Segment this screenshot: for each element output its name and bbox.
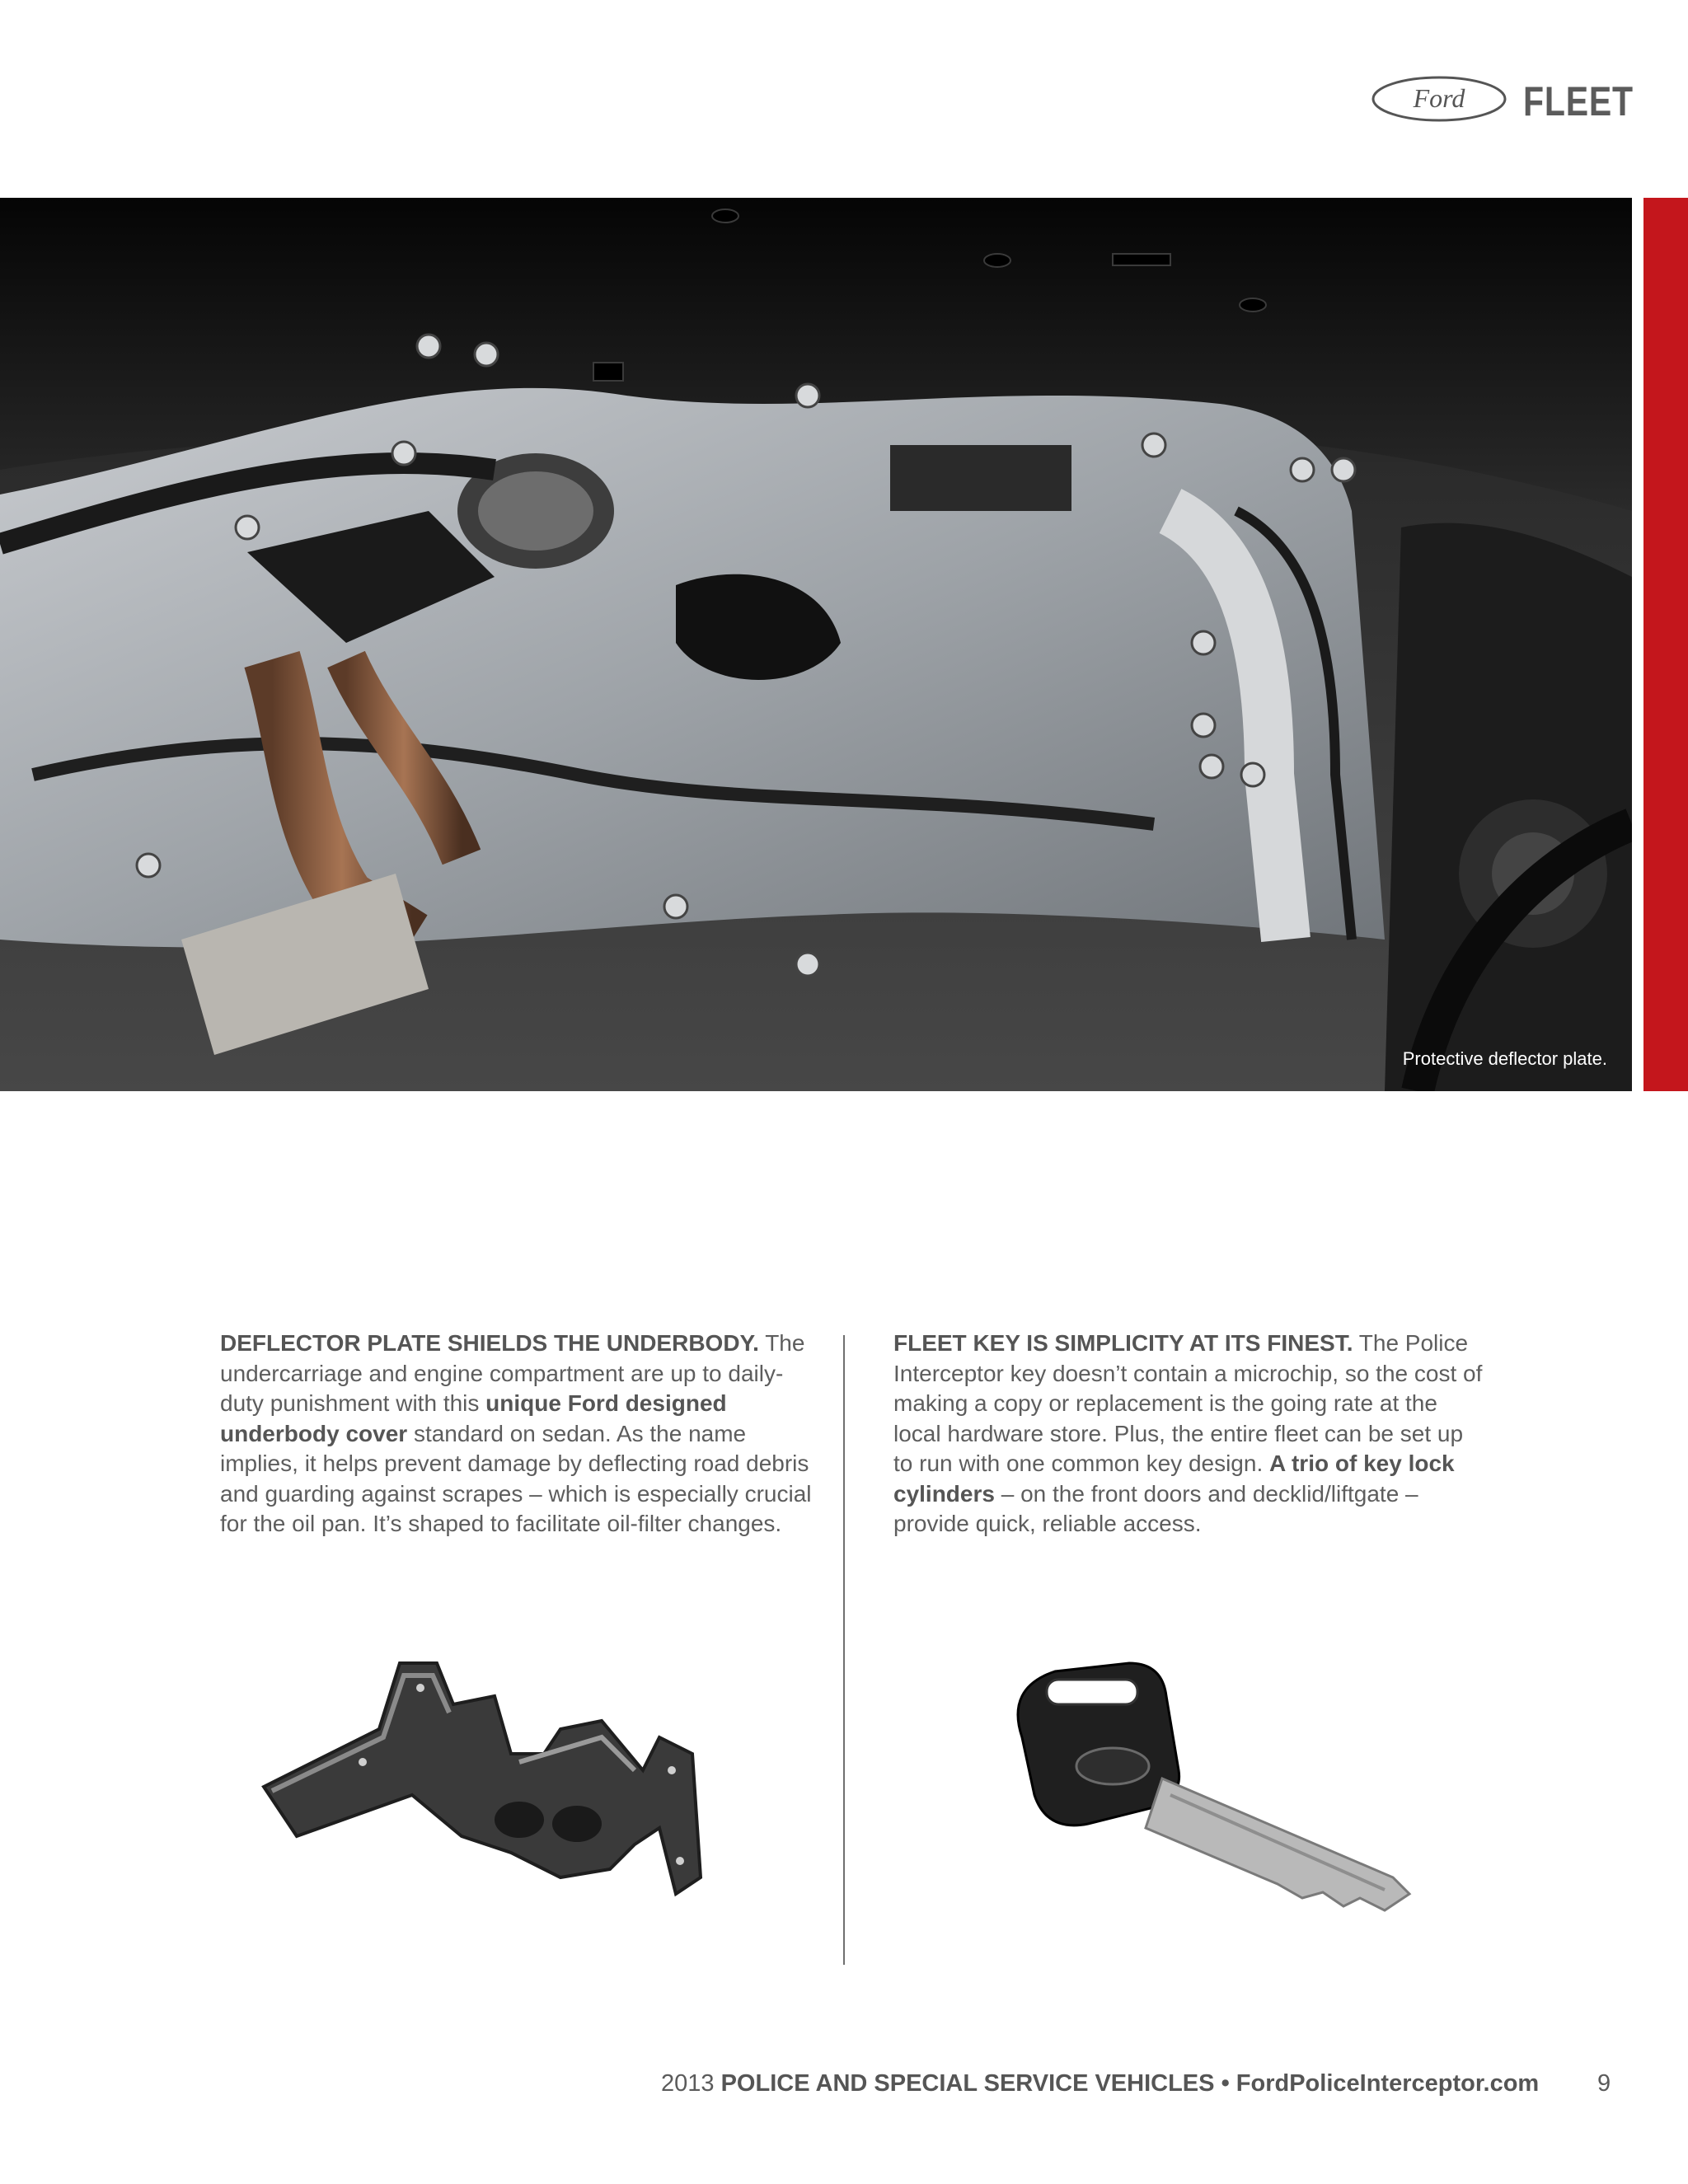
deflector-plate-article <box>220 1329 814 1540</box>
column-divider <box>843 1335 845 1965</box>
fleet-key-image <box>948 1630 1459 1943</box>
ford-oval-icon <box>1370 74 1508 124</box>
fleet-key-text-2: – on the front doors and decklid/liftgate – provide quick, reliable access. <box>893 1480 1418 1536</box>
ford-logo-text: Ford <box>1413 83 1465 113</box>
ford-fleet-logo <box>1370 71 1634 130</box>
deflector-text-1: The undercarriage and engine compartment are up to daily-duty punishment with this <box>220 1330 805 1416</box>
deflector-bold-text: unique Ford designed underbody cover <box>220 1390 727 1446</box>
fleet-key-text-1: The Police Interceptor key doesn’t contain a microchip, so the cost of making a copy or replacement is the going rate at the local hardware store. Plus, the entire fleet can be set up to run with one common key design. <box>893 1330 1483 1476</box>
footer-website-link[interactable]: FordPoliceInterceptor.com <box>1236 2070 1540 2097</box>
hero-photo-underbody <box>0 198 1632 1091</box>
hero-caption: Protective deflector plate. <box>1402 1048 1607 1069</box>
fleet-key-article <box>893 1329 1487 1540</box>
fleet-label: FLEET <box>1523 78 1634 124</box>
deflector-heading: DEFLECTOR PLATE SHIELDS THE UNDERBODY. <box>220 1330 759 1356</box>
page-footer <box>661 2070 1539 2097</box>
red-accent-bar <box>1643 198 1688 1091</box>
footer-year: 2013 <box>661 2070 715 2097</box>
page-number: 9 <box>1597 2070 1611 2097</box>
footer-separator: • <box>1221 2070 1230 2097</box>
fleet-key-bold-text: A trio of key lock cylinders <box>893 1451 1455 1507</box>
footer-title: POLICE AND SPECIAL SERVICE VEHICLES <box>720 2070 1215 2097</box>
deflector-plate-image <box>247 1630 767 1943</box>
fleet-key-heading: FLEET KEY IS SIMPLICITY AT ITS FINEST. <box>893 1330 1353 1356</box>
deflector-text-2: standard on sedan. As the name implies, it helps prevent damage by deflecting road debris and guarding against scrapes – which is especially crucial for the oil pan. It’s shaped to facilitate oil-filter changes. <box>220 1420 812 1536</box>
underbody-illustration <box>0 198 1632 1091</box>
